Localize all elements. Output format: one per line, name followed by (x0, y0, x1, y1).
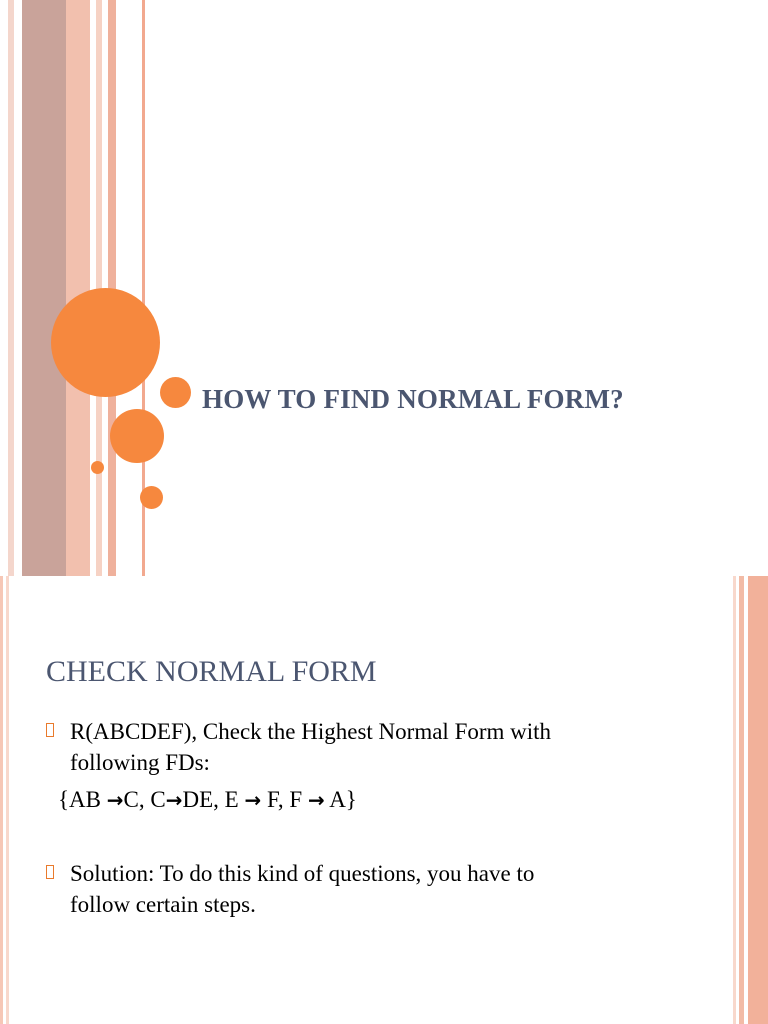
functional-dependencies (58, 787, 357, 813)
bullet-line: following FDs: (70, 750, 210, 775)
tiny-circle-decoration (91, 461, 104, 474)
bullet-line: follow certain steps. (70, 892, 256, 917)
stripe (739, 576, 744, 1024)
bullet-item (46, 858, 646, 920)
stripe (66, 0, 90, 576)
slide-title: CHECK NORMAL FORM (46, 655, 377, 688)
small-circle-decoration (140, 486, 163, 509)
square-bullet-icon (46, 723, 54, 737)
bullet-item (46, 716, 646, 778)
stripe (0, 576, 3, 1024)
arrow-icon: → (106, 788, 124, 812)
stripe (22, 0, 66, 576)
fd-text: C, C (123, 787, 166, 812)
arrow-icon: → (165, 788, 183, 812)
bullet-line: R(ABCDEF), Check the Highest Normal Form with (70, 719, 552, 744)
fd-text: {AB (58, 787, 107, 812)
fd-text: DE, E (182, 787, 245, 812)
stripe (6, 576, 9, 1024)
fd-text: F, F (261, 787, 308, 812)
arrow-icon: → (307, 788, 325, 812)
square-bullet-icon (46, 865, 54, 879)
medium-circle-decoration (110, 409, 164, 463)
large-circle-decoration (51, 288, 160, 397)
fd-text: A} (324, 787, 357, 812)
small-circle-decoration (160, 377, 191, 408)
arrow-icon: → (244, 788, 262, 812)
stripe (8, 0, 14, 576)
bullet-text (70, 716, 646, 778)
stripe (748, 576, 768, 1024)
bullet-text (70, 858, 646, 920)
stripe (733, 576, 736, 1024)
slide-title: HOW TO FIND NORMAL FORM? (202, 384, 624, 414)
bullet-line: Solution: To do this kind of questions, you have to (70, 861, 535, 886)
